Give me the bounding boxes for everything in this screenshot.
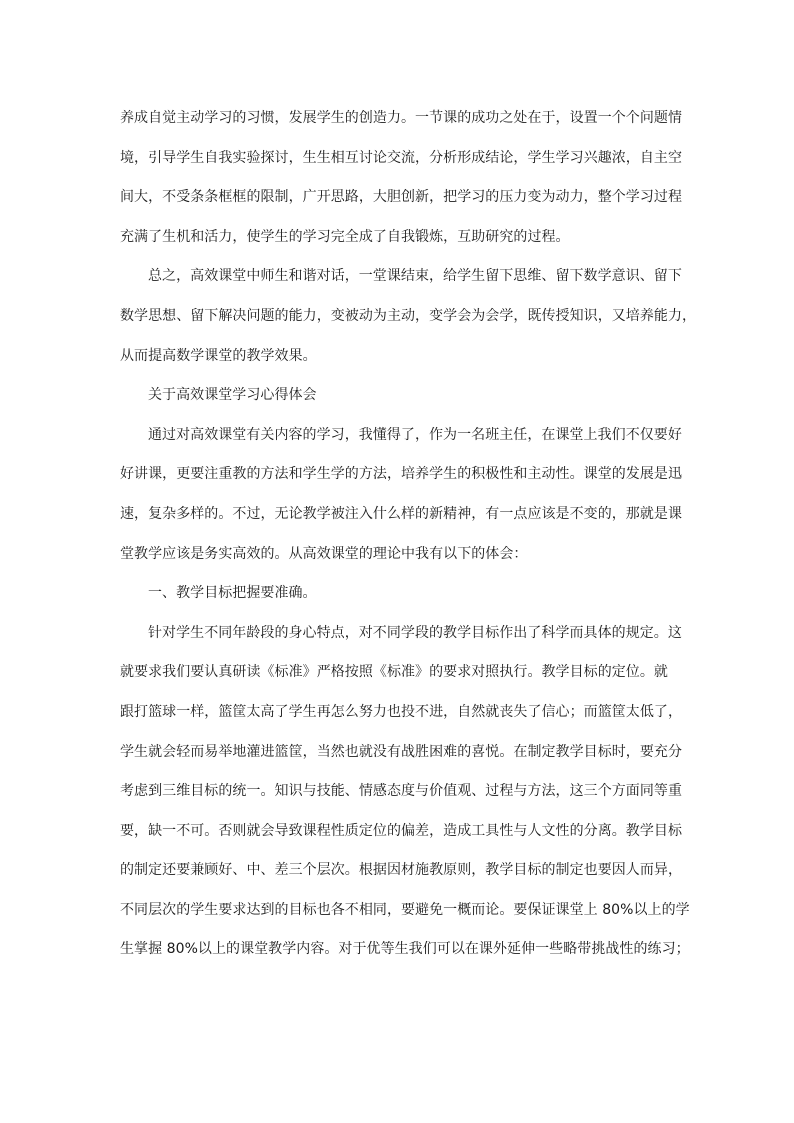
paragraph-line: 不同层次的学生要求达到的目标也各不相同，要避免一概而论。要保证课堂上 80%以上的学	[120, 901, 690, 918]
paragraph-line: 跟打篮球一样，篮筐太高了学生再怎么努力也投不进，自然就丧失了信心；而篮筐太低了，	[120, 703, 682, 720]
paragraph-line: 养成自觉主动学习的习惯，发展学生的创造力。一节课的成功之处在于，设置一个个问题情	[120, 110, 682, 126]
paragraph-line: 好讲课，更要注重教的方法和学生学的方法，培养学生的积极性和主动性。课堂的发展是迅	[120, 466, 682, 483]
paragraph-line: 境，引导学生自我实验探讨，生生相互讨论交流，分析形成结论，学生学习兴趣浓，自主空	[120, 149, 682, 166]
section-heading: 关于高效课堂学习心得体会	[148, 387, 317, 404]
subsection-heading: 一、教学目标把握要准确。	[148, 585, 317, 602]
paragraph-line: 针对学生不同年龄段的身心特点，对不同学段的教学目标作出了科学而具体的规定。这	[148, 624, 682, 641]
paragraph-line: 数学思想、留下解决问题的能力，变被动为主动，变学会为会学，既传授知识，又培养能力，	[120, 307, 697, 324]
paragraph-line: 的制定还要兼顾好、中、差三个层次。根据因材施教原则，教学目标的制定也要因人而异，	[120, 862, 682, 879]
paragraph-line: 充满了生机和活力，使学生的学习完全成了自我锻炼，互助研究的过程。	[120, 228, 570, 245]
document-page	[120, 99, 697, 970]
paragraph-line: 生掌握 80%以上的课堂教学内容。对于优等生我们可以在课外延伸一些略带挑战性的练习；	[120, 941, 690, 958]
paragraph-line: 学生就会轻而易举地灌进篮筐，当然也就没有战胜困难的喜悦。在制定教学目标时，要充分	[120, 743, 682, 760]
paragraph-line: 总之，高效课堂中师生和谐对话，一堂课结束，给学生留下思维、留下数学意识、留下	[148, 268, 682, 285]
paragraph-line: 就要求我们要认真研读《标准》严格按照《标准》的要求对照执行。教学目标的定位。就	[120, 664, 668, 681]
paragraph-line: 速，复杂多样的。不过，无论教学被注入什么样的新精神，有一点应该是不变的，那就是课	[120, 505, 682, 522]
paragraph-line: 堂教学应该是务实高效的。从高效课堂的理论中我有以下的体会：	[120, 545, 528, 562]
paragraph-line: 通过对高效课堂有关内容的学习，我懂得了，作为一名班主任，在课堂上我们不仅要好	[148, 426, 682, 443]
paragraph-line: 要，缺一不可。否则就会导致课程性质定位的偏差，造成工具性与人文性的分离。教学目标	[120, 822, 682, 839]
paragraph-line: 从而提高数学课堂的教学效果。	[120, 347, 317, 364]
paragraph-line: 考虑到三维目标的统一。知识与技能、情感态度与价值观、过程与方法，这三个方面同等重	[120, 783, 682, 800]
paragraph-line: 间大，不受条条框框的限制，广开思路，大胆创新，把学习的压力变为动力，整个学习过程	[120, 189, 682, 206]
